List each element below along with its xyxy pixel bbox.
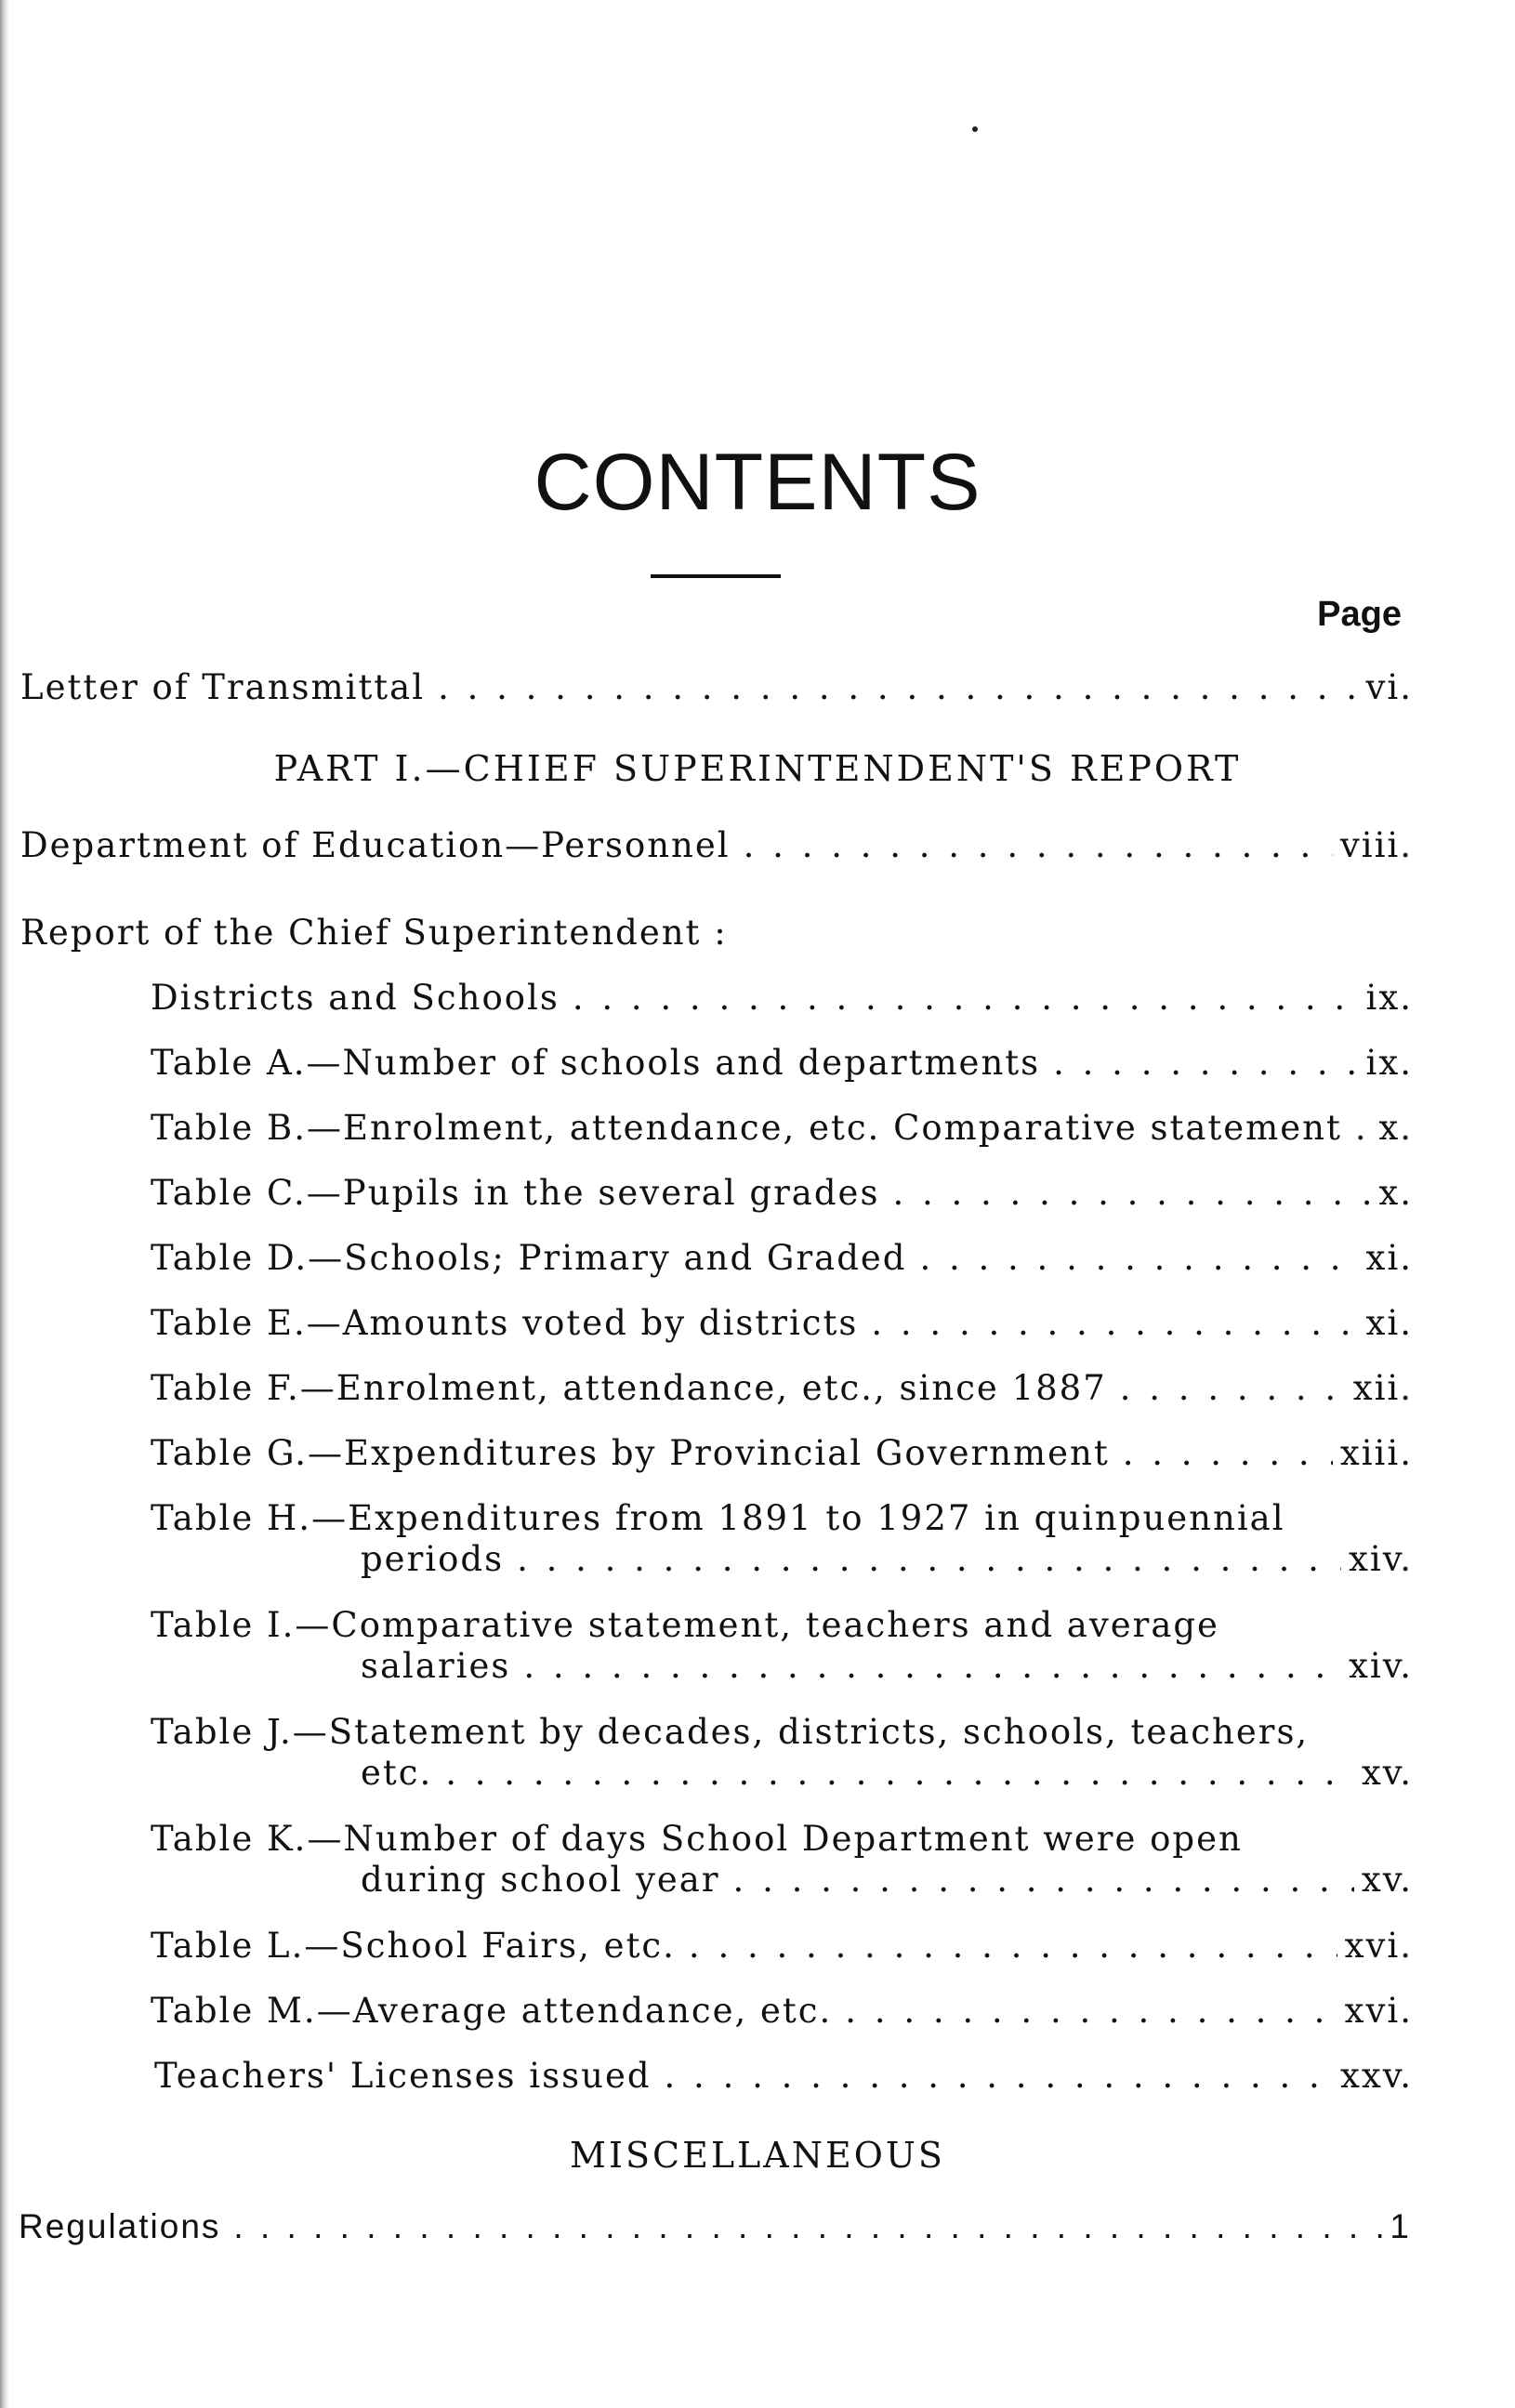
subheading-report: Report of the Chief Superintendent : xyxy=(20,913,728,953)
toc-entry-page: xi. xyxy=(1365,1303,1413,1343)
dot-leader xyxy=(1123,1433,1333,1473)
toc-entry-districts[interactable] xyxy=(151,978,1413,1018)
toc-entry-title-continued: salaries xyxy=(361,1646,511,1686)
dot-leader xyxy=(845,1991,1337,2031)
toc-entry-title: Table B.—Enrolment, attendance, etc. Comparative statement xyxy=(151,1108,1342,1148)
dot-leader xyxy=(1355,1108,1371,1148)
toc-entry-title: Table F.—Enrolment, attendance, etc., since 1887 xyxy=(151,1368,1107,1408)
dot-leader xyxy=(438,667,1358,707)
toc-entry-page: vi. xyxy=(1365,667,1413,707)
toc-entry-table-e[interactable] xyxy=(151,1303,1413,1343)
toc-entry-title: Table D.—Schools; Primary and Graded xyxy=(151,1238,907,1278)
toc-entry-table-f[interactable] xyxy=(151,1368,1413,1408)
dot-leader xyxy=(445,1753,1354,1793)
toc-entry-table-h[interactable] xyxy=(361,1539,1413,1579)
toc-entry-page: xii. xyxy=(1352,1368,1413,1408)
toc-entry-table-d[interactable] xyxy=(151,1238,1413,1278)
toc-entry-page: x. xyxy=(1378,1173,1413,1213)
section-heading-part-1: PART I.—CHIEF SUPERINTENDENT'S REPORT xyxy=(273,748,1242,789)
dot-leader xyxy=(665,2056,1333,2096)
page-column-label: Page xyxy=(1317,595,1402,634)
dot-leader xyxy=(523,1646,1341,1686)
toc-entry-licenses[interactable] xyxy=(154,2056,1413,2096)
toc-entry-table-a[interactable] xyxy=(151,1043,1413,1083)
toc-entry-title: Table G.—Expenditures by Provincial Government xyxy=(151,1433,1110,1473)
section-heading-miscellaneous: MISCELLANEOUS xyxy=(570,2135,945,2176)
toc-entry-letter[interactable] xyxy=(20,667,1413,707)
toc-entry-title: Table E.—Amounts voted by districts xyxy=(151,1303,859,1343)
toc-entry-table-k-line-1[interactable]: Table K.—Number of days School Department were open xyxy=(151,1819,1243,1859)
toc-entry-title-continued: etc. xyxy=(361,1753,433,1793)
dot-leader xyxy=(1053,1043,1358,1083)
dot-leader xyxy=(744,825,1333,865)
toc-entry-page: viii. xyxy=(1339,825,1413,865)
toc-entry-table-g[interactable] xyxy=(151,1433,1413,1473)
dot-leader xyxy=(689,1926,1337,1966)
toc-entry-page: ix. xyxy=(1365,978,1413,1018)
toc-entry-page: x. xyxy=(1378,1108,1413,1148)
toc-entry-title: Table A.—Number of schools and departments xyxy=(151,1043,1041,1083)
dot-leader xyxy=(1120,1368,1346,1408)
dot-leader xyxy=(892,1173,1371,1213)
toc-entry-title: Department of Education—Personnel xyxy=(20,825,731,865)
toc-entry-table-c[interactable] xyxy=(151,1173,1413,1213)
toc-entry-table-b[interactable] xyxy=(151,1108,1413,1148)
toc-entry-page: xiv. xyxy=(1349,1539,1413,1579)
toc-entry-table-j-line-1[interactable]: Table J.—Statement by decades, districts, schools, teachers, xyxy=(151,1712,1310,1752)
toc-entry-page: ix. xyxy=(1365,1043,1413,1083)
toc-entry-title: Teachers' Licenses issued xyxy=(154,2056,652,2096)
toc-entry-department[interactable] xyxy=(20,825,1413,865)
toc-entry-title: Table L.—School Fairs, etc. xyxy=(151,1926,676,1966)
toc-entry-regulations[interactable] xyxy=(19,2207,1411,2246)
toc-entry-table-j[interactable] xyxy=(361,1753,1413,1793)
toc-entry-table-i-line-1[interactable]: Table I.—Comparative statement, teachers and average xyxy=(151,1605,1219,1645)
toc-entry-title-continued: during school year xyxy=(361,1860,720,1900)
page-title: CONTENTS xyxy=(534,438,981,527)
toc-entry-title: Regulations xyxy=(19,2207,221,2245)
toc-entry-table-l[interactable] xyxy=(151,1926,1413,1966)
dot-leader xyxy=(919,1238,1358,1278)
toc-entry-page: xvi. xyxy=(1344,1991,1413,2031)
toc-entry-page: xv. xyxy=(1361,1753,1413,1793)
dot-leader xyxy=(733,1860,1354,1900)
toc-entry-page: xv. xyxy=(1361,1860,1413,1900)
toc-entry-table-h-line-1[interactable]: Table H.—Expenditures from 1891 to 1927 in quinpuennial xyxy=(151,1498,1285,1538)
toc-entry-title: Districts and Schools xyxy=(151,978,560,1018)
toc-entry-title: Table M.—Average attendance, etc. xyxy=(151,1991,833,2031)
dot-leader xyxy=(233,2207,1382,2246)
toc-entry-page: xi. xyxy=(1365,1238,1413,1278)
toc-entry-page: xiv. xyxy=(1349,1646,1413,1686)
title-rule xyxy=(651,574,781,578)
ink-speck xyxy=(972,126,978,132)
toc-entry-title: Table C.—Pupils in the several grades xyxy=(151,1173,880,1213)
toc-entry-page: xxv. xyxy=(1339,2056,1413,2096)
toc-entry-table-k[interactable] xyxy=(361,1860,1413,1900)
toc-entry-page: xiii. xyxy=(1339,1433,1413,1473)
dot-leader xyxy=(871,1303,1358,1343)
toc-entry-page: 1 xyxy=(1390,2207,1411,2245)
page-edge-shadow xyxy=(0,0,9,2408)
toc-entry-title-continued: periods xyxy=(361,1539,505,1579)
dot-leader xyxy=(573,978,1359,1018)
toc-entry-table-m[interactable] xyxy=(151,1991,1413,2031)
toc-entry-table-i[interactable] xyxy=(361,1646,1413,1686)
dot-leader xyxy=(517,1539,1341,1579)
toc-entry-page: xvi. xyxy=(1344,1926,1413,1966)
toc-entry-title: Letter of Transmittal xyxy=(20,667,426,707)
